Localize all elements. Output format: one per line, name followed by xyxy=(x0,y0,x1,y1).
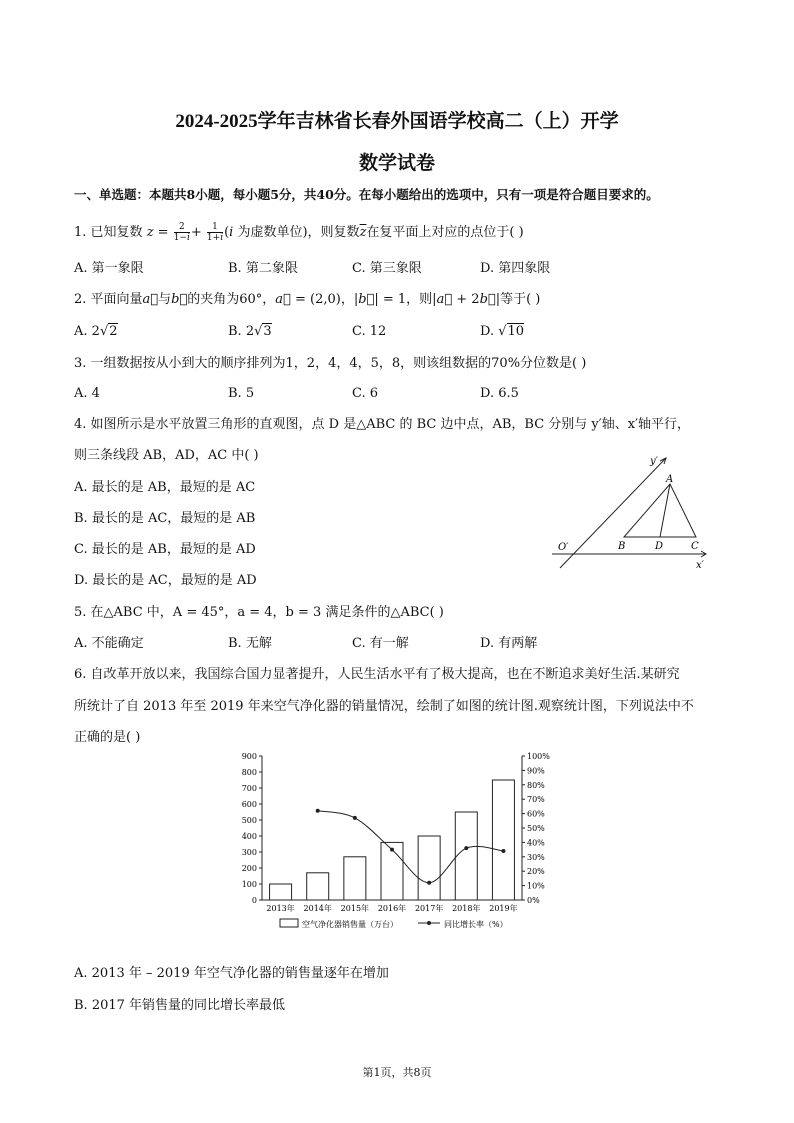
q2-option-a-label: A. 2 xyxy=(74,324,100,339)
label-a: A xyxy=(666,474,674,485)
q2-option-b-radicand: 3 xyxy=(263,324,272,339)
right-tick-label: 90% xyxy=(527,766,545,776)
category-label: 2019年 xyxy=(489,904,518,913)
question-6-line3: 正确的是( ) xyxy=(74,730,141,745)
q3-option-a[interactable]: A. 4 xyxy=(74,386,100,401)
q5-option-a[interactable]: A. 不能确定 xyxy=(74,636,144,651)
left-tick-label: 100 xyxy=(241,880,257,889)
legend-bar-swatch xyxy=(280,919,298,927)
section-heading: 一、单选题：本题共8小题，每小题5分，共40分。在每小题给出的选项中，只有一项是符合题目要求的。 xyxy=(74,187,659,202)
bar xyxy=(307,873,329,900)
q1-option-d[interactable]: D. 第四象限 xyxy=(480,261,551,276)
q4-option-b[interactable]: B. 最长的是 AC，最短的是 AB xyxy=(74,511,256,526)
q2-option-c[interactable]: C. 12 xyxy=(352,324,387,339)
q2-text-c: = (2,0)，| xyxy=(295,292,359,307)
left-tick-label: 200 xyxy=(241,864,257,873)
right-tick-label: 40% xyxy=(527,838,545,848)
q2-text-d: | = 1，则| xyxy=(374,292,437,307)
triangle-abc xyxy=(624,484,696,537)
q1-suffix: 为虚数单位)，则复数 xyxy=(237,225,360,240)
q5-option-d[interactable]: D. 有两解 xyxy=(480,636,538,651)
q4-option-d[interactable]: D. 最长的是 AC，最短的是 AD xyxy=(74,573,257,588)
q1-option-c[interactable]: C. 第三象限 xyxy=(352,261,422,276)
y-axis xyxy=(560,458,666,568)
category-label: 2013年 xyxy=(266,904,295,913)
q2-text-e: |等于( ) xyxy=(495,292,541,307)
q1-prefix: 1. 已知复数 xyxy=(74,225,143,240)
q2-option-b-label: B. 2 xyxy=(228,324,255,339)
q2-option-a-radicand: 2 xyxy=(109,324,118,339)
exam-title: 2024-2025学年吉林省长春外国语学校高二（上）开学 xyxy=(175,111,619,132)
right-tick-label: 70% xyxy=(527,795,545,805)
q2-option-d[interactable]: D. √10 xyxy=(480,324,525,339)
bar xyxy=(270,884,292,900)
right-tick-label: 30% xyxy=(527,852,545,862)
growth-rate-point xyxy=(353,816,357,820)
question-1: 1. 已知复数 z = $\frac{2}{1-i}$ + $\frac{1}{1+i}$ (i 为虚数单位)，则复数$\overline{z}$在复平面上对应的点位于( ) xyxy=(74,222,524,243)
question-6-line2: 所统计了自 2013 年至 2019 年来空气净化器的销量情况，绘制了如图的统计图.观察统计图，下列说法中不 xyxy=(74,699,694,714)
left-tick-label: 400 xyxy=(241,832,257,841)
q5-option-c[interactable]: C. 有一解 xyxy=(352,636,409,651)
left-tick-label: 700 xyxy=(241,784,257,793)
growth-rate-point xyxy=(316,809,320,813)
q2-text-b: 的夹角为60°， xyxy=(187,292,276,307)
label-y: y′ xyxy=(650,456,658,467)
question-4-line2: 则三条线段 AB，AD，AC 中( ) xyxy=(74,448,259,463)
q1-option-b[interactable]: B. 第二象限 xyxy=(228,261,298,276)
question-3: 3. 一组数据按从小到大的顺序排列为1，2，4，4，5，8，则该组数据的70%分位数是( ) xyxy=(74,356,587,371)
q2-option-d-label: D. xyxy=(480,324,499,339)
bar xyxy=(344,857,366,900)
left-tick-label: 900 xyxy=(241,752,257,761)
growth-rate-point xyxy=(427,881,431,885)
growth-rate-point xyxy=(501,849,505,853)
label-x: x′ xyxy=(696,560,704,571)
q5-option-b[interactable]: B. 无解 xyxy=(228,636,272,651)
q1-suffix2: 在复平面上对应的点位于( ) xyxy=(366,225,524,240)
label-c: C xyxy=(691,541,699,552)
category-label: 2016年 xyxy=(377,904,407,913)
q2-option-b[interactable]: B. 2√3 xyxy=(228,324,272,339)
category-label: 2018年 xyxy=(452,904,481,913)
category-label: 2015年 xyxy=(340,904,370,913)
q3-option-c[interactable]: C. 6 xyxy=(352,386,379,401)
right-tick-label: 100% xyxy=(527,752,550,761)
right-tick-label: 60% xyxy=(527,809,545,819)
exam-subtitle: 数学试卷 xyxy=(358,152,435,174)
left-tick-label: 0 xyxy=(251,896,257,905)
page-footer: 第1页，共8页 xyxy=(362,1066,432,1079)
right-tick-label: 50% xyxy=(527,824,545,833)
legend-bar-label: 空气净化器销售量（万台） xyxy=(302,920,398,929)
left-tick-label: 500 xyxy=(241,816,257,825)
right-tick-label: 20% xyxy=(527,867,545,877)
question-4-line1: 4. 如图所示是水平放置三角形的直观图，点 D 是△ABC 的 BC 边中点，AB，BC 分别与 y′轴、x′轴平行， xyxy=(74,417,691,432)
q6-option-b[interactable]: B. 2017 年销售量的同比增长率最低 xyxy=(74,998,286,1013)
label-o: O′ xyxy=(558,542,569,553)
q1-option-a[interactable]: A. 第一象限 xyxy=(74,261,144,276)
growth-rate-point xyxy=(390,848,394,852)
bar xyxy=(418,836,440,900)
bar xyxy=(492,780,514,900)
right-tick-label: 10% xyxy=(527,881,545,891)
segment-ad xyxy=(660,484,670,537)
label-d: D xyxy=(655,541,664,552)
category-label: 2017年 xyxy=(414,904,444,913)
label-b: B xyxy=(618,541,626,552)
question-2: 2. 平面向量a⃗与b⃗的夹角为60°，a⃗ = (2,0)，|b⃗| = 1，则|a⃗ + 2b⃗|等于( ) xyxy=(74,292,541,307)
question-5: 5. 在△ABC 中，A = 45°，a = 4，b = 3 满足条件的△ABC( ) xyxy=(74,605,444,620)
right-tick-label: 80% xyxy=(527,780,545,790)
q4-option-a[interactable]: A. 最长的是 AB，最短的是 AC xyxy=(74,480,256,495)
q2-text-a: 2. 平面向量 xyxy=(74,292,143,307)
bar xyxy=(455,812,477,900)
category-label: 2014年 xyxy=(303,904,332,913)
right-tick-label: 0% xyxy=(527,896,540,905)
q3-option-b[interactable]: B. 5 xyxy=(228,386,255,401)
q3-option-d[interactable]: D. 6.5 xyxy=(480,386,519,401)
q6-option-a[interactable]: A. 2013 年 – 2019 年空气净化器的销售量逐年在增加 xyxy=(74,966,389,981)
sales-chart xyxy=(222,748,582,938)
legend-line-label: 同比增长率（%） xyxy=(444,920,508,929)
q2-option-d-radicand: 10 xyxy=(507,324,525,339)
legend-line-marker xyxy=(427,921,431,925)
question-6-line1: 6. 自改革开放以来，我国综合国力显著提升，人民生活水平有了极大提高，也在不断追求美好生活.某研究 xyxy=(74,667,680,682)
left-tick-label: 300 xyxy=(241,848,257,857)
q2-option-a[interactable]: A. 2√2 xyxy=(74,324,118,339)
q4-figure xyxy=(548,452,718,572)
left-tick-label: 800 xyxy=(241,768,257,777)
growth-rate-point xyxy=(464,846,468,850)
left-tick-label: 600 xyxy=(241,800,257,809)
q4-option-c[interactable]: C. 最长的是 AB，最短的是 AD xyxy=(74,542,256,557)
